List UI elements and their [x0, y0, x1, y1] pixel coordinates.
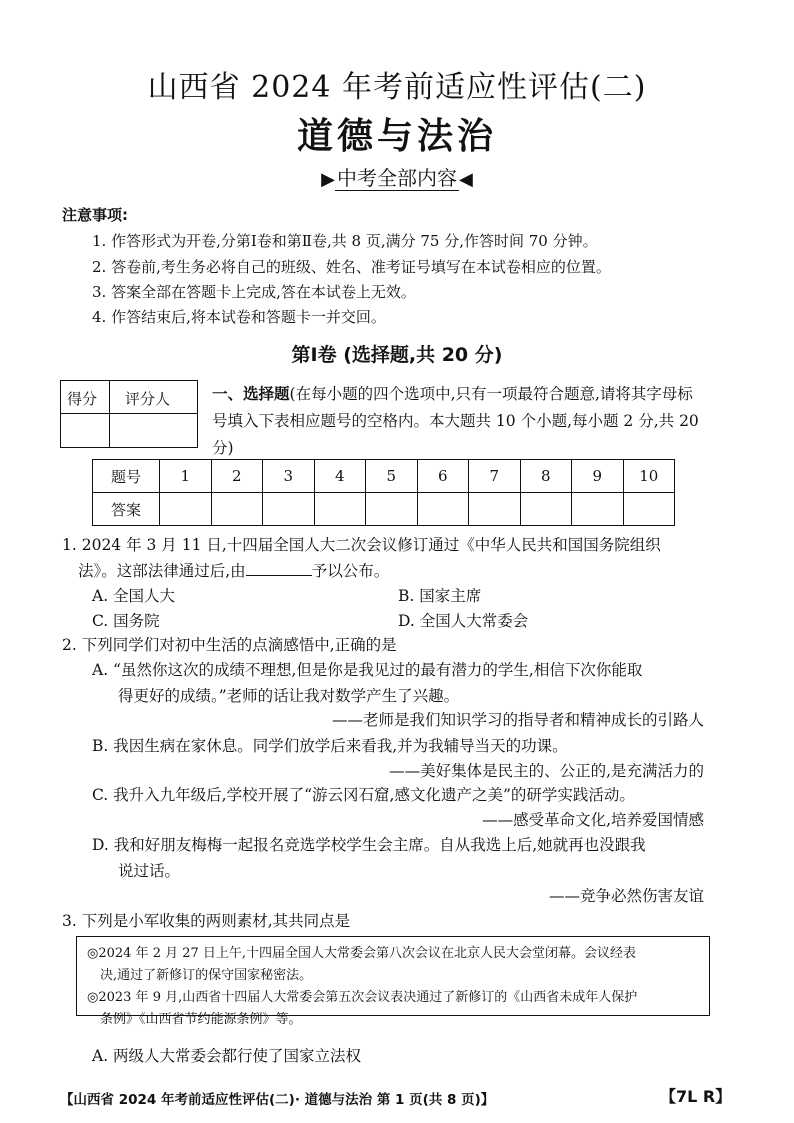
question-2-stem: 2. 下列同学们对初中生活的点滴感悟中,正确的是	[62, 636, 397, 654]
question-1-line	[62, 558, 722, 584]
option-b: B. 国家主席	[398, 587, 482, 605]
question-1-text: 法》。这部法律通过后,由	[78, 562, 246, 580]
option-d-conclusion: ——竞争必然伤害友谊	[548, 887, 704, 905]
material-box	[76, 936, 710, 1027]
question-number-cell: 5	[366, 460, 418, 493]
question-number-cell: 7	[469, 460, 521, 493]
question-1-text: 予以公布。	[311, 562, 390, 580]
material-line: ◎2023 年 9 月,山西省十四届人大常委会第五次会议表决通过了新修订的《山西省未成年人保护	[87, 990, 638, 1005]
question-number-cell: 6	[417, 460, 469, 493]
answer-cell[interactable]	[263, 493, 315, 526]
question-number-cell: 8	[520, 460, 572, 493]
question-3-stem: 3. 下列是小军收集的两则素材,其共同点是	[62, 912, 351, 930]
fill-blank[interactable]	[246, 561, 312, 576]
answer-cell[interactable]	[366, 493, 418, 526]
section-intro	[212, 380, 707, 462]
question-number-cell: 1	[160, 460, 212, 493]
notice-heading: 注意事项:	[62, 206, 128, 224]
answer-cell[interactable]	[469, 493, 521, 526]
table-header-cell: 答案	[93, 493, 160, 526]
table-row	[93, 460, 675, 493]
answer-table	[92, 459, 675, 526]
part-one-heading: 第Ⅰ卷 (选择题,共 20 分)	[291, 344, 503, 366]
grader-label: 评分人	[125, 390, 171, 408]
option-b-conclusion: ——美好集体是民主的、公正的,是充满活力的	[389, 762, 704, 780]
option-a: A. 两级人大常委会都行使了国家立法权	[92, 1047, 362, 1065]
answer-cell[interactable]	[211, 493, 263, 526]
scope-text: 中考全部内容	[337, 166, 457, 190]
score-label: 得分	[67, 390, 98, 408]
material-line: 条例》《山西省节约能源条例》等。	[100, 1012, 302, 1027]
notice-item: 2. 答卷前,考生务必将自己的班级、姓名、准考证号填写在本试卷相应的位置。	[92, 258, 611, 276]
notice-item: 4. 作答结束后,将本试卷和答题卡一并交回。	[92, 308, 386, 326]
question-number-cell: 4	[314, 460, 366, 493]
material-line: 决,通过了新修订的保守国家秘密法。	[100, 968, 313, 983]
option-a-conclusion: ——老师是我们知识学习的指导者和精神成长的引路人	[331, 711, 704, 729]
table-row	[93, 493, 675, 526]
option-a-line: A. “虽然你这次的成绩不理想,但是你是我见过的最有潜力的学生,相信下次你能取	[92, 661, 643, 679]
subject-title: 道德与法治	[296, 116, 497, 157]
right-triangle-icon: ▶	[321, 169, 335, 190]
option-a	[92, 657, 712, 709]
answer-cell[interactable]	[623, 493, 675, 526]
notice-item: 1. 作答形式为开卷,分第Ⅰ卷和第Ⅱ卷,共 8 页,满分 75 分,作答时间 70 分钟。	[92, 232, 598, 250]
answer-cell[interactable]	[417, 493, 469, 526]
option-d: D. 全国人大常委会	[398, 612, 529, 630]
option-c: C. 国务院	[92, 612, 160, 630]
exam-title: 山西省 2024 年考前适应性评估(二)	[147, 70, 647, 105]
option-d	[92, 832, 712, 884]
notice-item: 3. 答案全部在答题卡上完成,答在本试卷上无效。	[92, 283, 416, 301]
question-number-cell: 2	[211, 460, 263, 493]
section-title: 一、选择题	[212, 384, 290, 403]
question-number-cell: 10	[623, 460, 675, 493]
question-number-cell: 3	[263, 460, 315, 493]
answer-cell[interactable]	[572, 493, 624, 526]
question-1-line: 1. 2024 年 3 月 11 日,十四届全国人大二次会议修订通过《中华人民共和国国务院组织	[62, 536, 661, 554]
option-d-line: 说过话。	[118, 862, 181, 880]
option-b: B. 我因生病在家休息。同学们放学后来看我,并为我辅导当天的功课。	[92, 737, 568, 755]
exam-scope	[0, 162, 794, 191]
option-c-conclusion: ——感受革命文化,培养爱国情感	[482, 811, 704, 829]
option-c: C. 我升入九年级后,学校开展了“游云冈石窟,感文化遗产之美”的研学实践活动。	[92, 786, 635, 804]
option-d-line: D. 我和好朋友梅梅一起报名竞选学校学生会主席。自从我选上后,她就再也没跟我	[92, 836, 646, 854]
page-footer: 【山西省 2024 年考前适应性评估(二)· 道德与法治 第 1 页(共 8 页)】	[60, 1092, 495, 1108]
option-a-line: 得更好的成绩。”老师的话让我对数学产生了兴趣。	[118, 687, 460, 705]
left-triangle-icon: ◀	[459, 169, 473, 190]
question-1-stem	[62, 532, 722, 584]
paper-code: 【7L R】	[660, 1087, 732, 1106]
answer-cell[interactable]	[520, 493, 572, 526]
table-header-cell: 题号	[93, 460, 160, 493]
material-line: ◎2024 年 2 月 27 日上午,十四届全国人大常委会第八次会议在北京人民大会堂闭幕。会议经表	[87, 946, 637, 961]
section-instructions: (在每小题的四个选项中,只有一项最符合题意,请将其字母标号填入下表相应题号的空格内。本大题共 10 个小题,每小题 2 分,共 20 分)	[212, 385, 699, 457]
option-a: A. 全国人大	[92, 587, 176, 605]
answer-cell[interactable]	[314, 493, 366, 526]
question-number-cell: 9	[572, 460, 624, 493]
answer-cell[interactable]	[160, 493, 212, 526]
score-box	[60, 380, 198, 448]
